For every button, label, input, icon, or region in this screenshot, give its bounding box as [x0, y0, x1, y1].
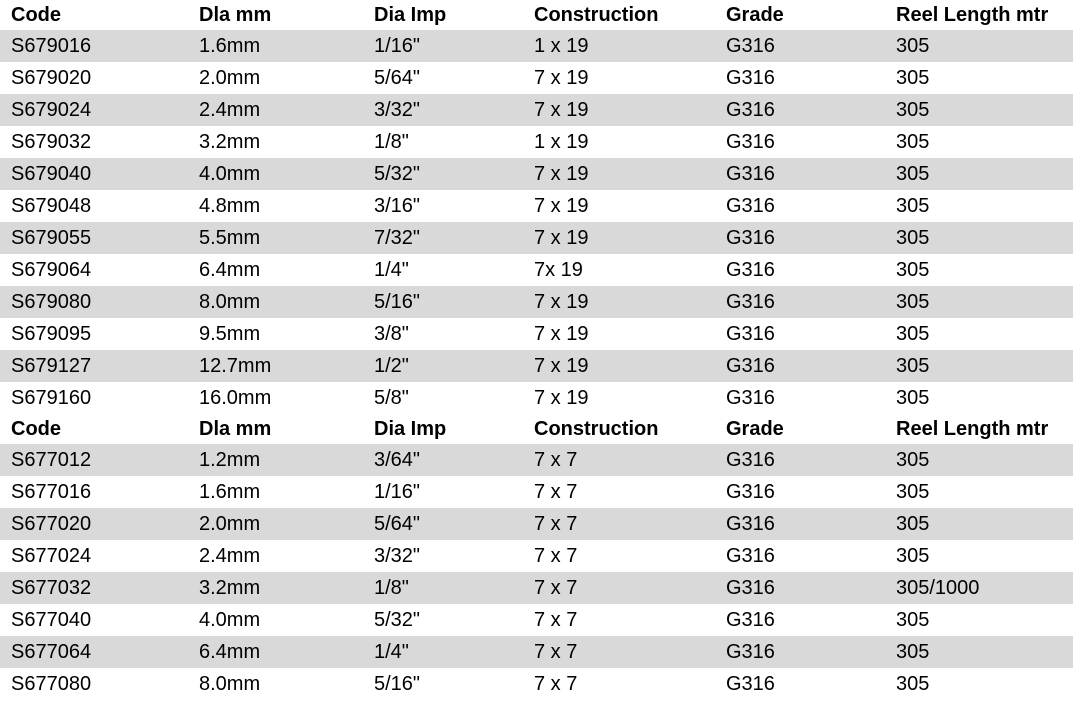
cell-dia-imp: 3/32": [374, 545, 421, 567]
cell-grade: G316: [716, 636, 885, 668]
table-header-row: [0, 414, 1073, 444]
table-row: [0, 476, 1073, 508]
cell-dia-imp: 1/16": [374, 481, 421, 503]
table-row: [0, 222, 1073, 254]
column-header-dia-imp: Dia Imp: [374, 4, 447, 26]
cell-dia-imp: 1/4": [374, 259, 409, 281]
table-row: [0, 604, 1073, 636]
cell-reel-length: 305: [896, 195, 930, 217]
cell-grade: G316: [726, 387, 775, 409]
cell-construction: 7 x 7: [520, 572, 716, 604]
cell-grade: G316: [726, 545, 775, 567]
cell-grade: G316: [726, 259, 775, 281]
cell-dia-mm: 2.4mm: [186, 94, 360, 126]
table-row: [0, 668, 1073, 700]
cell-code: S679055: [0, 222, 186, 254]
cell-reel-length: 305: [885, 30, 1073, 62]
cell-dia-mm: 6.4mm: [199, 259, 261, 281]
table-row: [0, 508, 1073, 540]
cell-reel-length: 305: [885, 444, 1073, 476]
cell-construction: 7 x 19: [534, 387, 589, 409]
cell-dia-imp: 1/8": [360, 572, 520, 604]
cell-construction: 7x 19: [534, 259, 583, 281]
cell-dia-imp: 5/64": [360, 508, 520, 540]
cell-dia-imp: 5/64": [374, 67, 421, 89]
column-header-code: Code: [11, 418, 61, 440]
table-row: [0, 636, 1073, 668]
cell-construction: 7 x 19: [534, 195, 589, 217]
cell-reel-length: 305/1000: [885, 572, 1073, 604]
cell-code: S679024: [0, 94, 186, 126]
cell-code: S677012: [0, 444, 186, 476]
column-header-code: Code: [11, 4, 61, 26]
cell-reel-length: 305: [885, 158, 1073, 190]
cell-grade: G316: [726, 609, 775, 631]
table-header-row: [0, 0, 1073, 30]
cell-dia-imp: 3/32": [360, 94, 520, 126]
cell-code: S679160: [11, 387, 92, 409]
cell-dia-mm: 9.5mm: [199, 323, 261, 345]
cell-dia-mm: 2.0mm: [186, 508, 360, 540]
cell-code: S679032: [11, 131, 92, 153]
cell-reel-length: 305: [896, 323, 930, 345]
cell-grade: G316: [726, 673, 775, 695]
cell-reel-length: 305: [896, 67, 930, 89]
cell-dia-imp: 3/8": [374, 323, 409, 345]
cell-construction: 7 x 19: [520, 286, 716, 318]
cell-dia-imp: 5/8": [374, 387, 409, 409]
column-header-grade: Grade: [726, 4, 784, 26]
table-row: [0, 318, 1073, 350]
cell-construction: 7 x 19: [520, 158, 716, 190]
table-row: [0, 572, 1073, 604]
cell-construction: 7 x 7: [520, 636, 716, 668]
cell-construction: 1 x 19: [520, 30, 716, 62]
column-header-reel-length: Reel Length mtr: [896, 4, 1049, 26]
cell-dia-mm: 6.4mm: [186, 636, 360, 668]
cell-dia-mm: 2.4mm: [199, 545, 261, 567]
cell-construction: 7 x 19: [534, 323, 589, 345]
column-header-reel-length: Reel Length mtr: [896, 418, 1049, 440]
cell-dia-imp: 1/2": [360, 350, 520, 382]
table-row: [0, 254, 1073, 286]
cell-dia-imp: 3/16": [374, 195, 421, 217]
cell-grade: G316: [716, 350, 885, 382]
cell-code: S677040: [11, 609, 92, 631]
cell-code: S679080: [0, 286, 186, 318]
cell-construction: 1 x 19: [534, 131, 589, 153]
cell-reel-length: 305: [885, 636, 1073, 668]
cell-dia-imp: 5/32": [374, 609, 421, 631]
column-header-grade: Grade: [726, 418, 784, 440]
cell-code: S677064: [0, 636, 186, 668]
cell-dia-mm: 1.6mm: [186, 30, 360, 62]
cell-grade: G316: [716, 94, 885, 126]
cell-grade: G316: [726, 323, 775, 345]
cell-reel-length: 305: [896, 131, 930, 153]
table-row: [0, 62, 1073, 94]
cell-reel-length: 305: [896, 481, 930, 503]
cell-grade: G316: [726, 481, 775, 503]
cell-dia-mm: 4.8mm: [199, 195, 261, 217]
cell-dia-mm: 4.0mm: [186, 158, 360, 190]
cell-dia-imp: 1/8": [374, 131, 409, 153]
cell-reel-length: 305: [896, 609, 930, 631]
cell-dia-imp: 5/32": [360, 158, 520, 190]
cell-construction: 7 x 7: [534, 481, 578, 503]
cell-grade: G316: [716, 222, 885, 254]
column-header-dia-mm: Dla mm: [199, 418, 272, 440]
table-row: [0, 94, 1073, 126]
cell-dia-mm: 1.2mm: [186, 444, 360, 476]
column-header-construction: Construction: [534, 418, 659, 440]
cell-dia-mm: 3.2mm: [186, 572, 360, 604]
cell-construction: 7 x 7: [520, 444, 716, 476]
cell-reel-length: 305: [896, 387, 930, 409]
cell-dia-mm: 4.0mm: [199, 609, 261, 631]
column-header-construction: Construction: [534, 4, 659, 26]
cell-construction: 7 x 19: [520, 94, 716, 126]
cell-reel-length: 305: [896, 673, 930, 695]
cell-construction: 7 x 7: [520, 508, 716, 540]
cell-construction: 7 x 7: [534, 609, 578, 631]
cell-code: S679016: [0, 30, 186, 62]
cell-reel-length: 305: [885, 222, 1073, 254]
cell-dia-imp: 3/64": [360, 444, 520, 476]
table-row: [0, 158, 1073, 190]
table-row: [0, 190, 1073, 222]
cell-dia-imp: 1/4": [360, 636, 520, 668]
cell-code: S679048: [11, 195, 92, 217]
table-row: [0, 540, 1073, 572]
cell-dia-mm: 12.7mm: [186, 350, 360, 382]
cell-construction: 7 x 19: [534, 67, 589, 89]
cell-dia-imp: 5/16": [360, 286, 520, 318]
cell-grade: G316: [716, 572, 885, 604]
cell-grade: G316: [716, 30, 885, 62]
cell-code: S679020: [11, 67, 92, 89]
cell-code: S679127: [0, 350, 186, 382]
table-row: [0, 126, 1073, 158]
cell-reel-length: 305: [885, 286, 1073, 318]
cell-code: S677020: [0, 508, 186, 540]
cell-reel-length: 305: [885, 94, 1073, 126]
cell-dia-imp: 5/16": [374, 673, 421, 695]
cell-code: S679095: [11, 323, 92, 345]
cell-code: S679064: [11, 259, 92, 281]
cell-dia-mm: 8.0mm: [186, 286, 360, 318]
cell-construction: 7 x 7: [534, 673, 578, 695]
cell-dia-imp: 7/32": [360, 222, 520, 254]
cell-code: S677024: [11, 545, 92, 567]
cell-grade: G316: [716, 508, 885, 540]
cell-dia-mm: 8.0mm: [199, 673, 261, 695]
cell-code: S677032: [0, 572, 186, 604]
cell-dia-mm: 5.5mm: [186, 222, 360, 254]
cell-grade: G316: [726, 195, 775, 217]
cell-dia-mm: 2.0mm: [199, 67, 261, 89]
table-row: [0, 30, 1073, 62]
cell-dia-imp: 1/16": [360, 30, 520, 62]
table-row: [0, 444, 1073, 476]
column-header-dia-mm: Dla mm: [199, 4, 272, 26]
cell-dia-mm: 16.0mm: [199, 387, 272, 409]
cell-grade: G316: [726, 131, 775, 153]
cell-dia-mm: 3.2mm: [199, 131, 261, 153]
cell-grade: G316: [726, 67, 775, 89]
cell-grade: G316: [716, 286, 885, 318]
cell-construction: 7 x 19: [520, 350, 716, 382]
cell-reel-length: 305: [885, 350, 1073, 382]
cell-code: S677016: [11, 481, 92, 503]
cell-code: S677080: [11, 673, 92, 695]
cell-construction: 7 x 7: [534, 545, 578, 567]
cell-reel-length: 305: [896, 545, 930, 567]
table-row: [0, 382, 1073, 414]
table-row: [0, 350, 1073, 382]
cell-grade: G316: [716, 158, 885, 190]
column-header-dia-imp: Dia Imp: [374, 418, 447, 440]
cell-reel-length: 305: [885, 508, 1073, 540]
cell-construction: 7 x 19: [520, 222, 716, 254]
cell-reel-length: 305: [896, 259, 930, 281]
cell-grade: G316: [716, 444, 885, 476]
cell-dia-mm: 1.6mm: [199, 481, 261, 503]
table-row: [0, 286, 1073, 318]
cell-code: S679040: [0, 158, 186, 190]
